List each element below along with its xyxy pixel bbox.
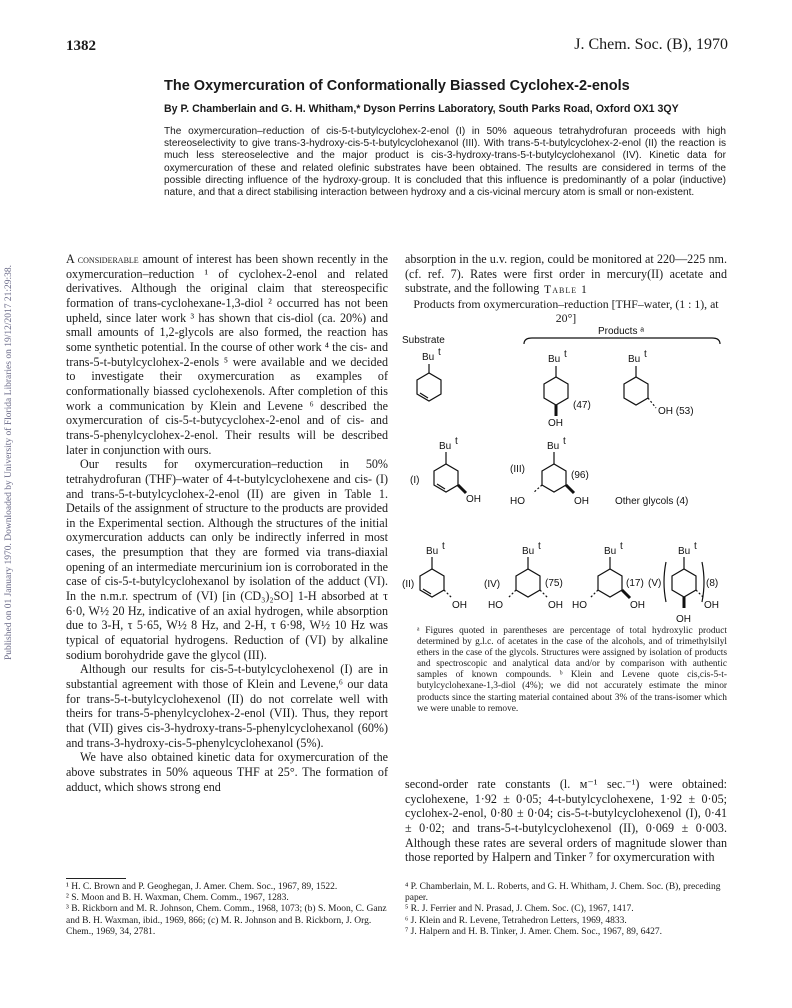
paragraph-kinetics: We have also obtained kinetic data for oxymercuration of the above substrates in 50% aqueous THF at 25°. The formation of adduct, which shows strong end [66, 750, 388, 794]
other-glycols: Other glycols (4) [615, 496, 689, 507]
references-right [405, 882, 727, 938]
ring-product-1a [544, 377, 568, 405]
products-header: Products ᵃ [598, 326, 644, 337]
label-III: (III) [510, 464, 525, 475]
table-caption [405, 282, 727, 326]
oh-label: OH [676, 614, 691, 625]
paragraph-intro [66, 252, 388, 457]
bu-superscript: t [563, 436, 566, 447]
reference: ⁵ R. J. Ferrier and N. Prasad, J. Chem. Soc. (C), 1967, 1417. [405, 904, 634, 915]
oh-label: OH [574, 496, 589, 507]
paragraph-uv: absorption in the u.v. region, could be monitored at 220—225 nm. (cf. ref. 7). Rates were first order in mercury(II) acetate and substrate, and the following [405, 252, 727, 296]
table-label: Table 1 [544, 282, 588, 296]
bu-superscript: t [564, 349, 567, 360]
reference: ¹ H. C. Brown and P. Geoghegan, J. Amer. Chem. Soc., 1967, 89, 1522. [66, 882, 338, 892]
paragraph-intro-text: amount of interest has been shown recently in the oxymercuration–reduction ¹ of cyclohex-2-enol and related derivatives. Although the original claim that stereospecific formation of trans-cyclohexane-1,3-diol ² occurred has not been upheld, since later work ³ has shown that cis-diol (ca. 20%) and small amounts of 1,2-glycols are also formed, the reaction has some synthetic potential. In the course of other work ⁴ the cis- and trans-5-t-butylcyclohex-2-enols ⁵ were available and we decided to investigate their oxymercuration as examples of conformationally biassed cyclohexenols. After completion of this work a communication by Klein and Levene ⁶ described the oxymercuration of cis-5-t-butycyclohex-2-enol and of cis- and trans-5-phenylcyclohex-2-enol. Their results will be described later in conjunction with ours. [66, 252, 388, 457]
reference: ⁴ P. Chamberlain, M. L. Roberts, and G. H. Whitham, J. Chem. Soc. (B), preceding paper. [405, 882, 721, 904]
ho-label: HO [510, 496, 525, 507]
references-left [66, 882, 388, 938]
ring-product-3b [598, 569, 622, 597]
bu-superscript: t [455, 436, 458, 447]
bu-superscript: t [538, 541, 541, 552]
products-bracket [524, 338, 720, 344]
oh-label: OH [630, 600, 645, 611]
download-watermark: Published on 01 January 1970. Downloaded by University of Florida Libraries on 19/12/2017 21:29:38. [4, 265, 14, 660]
ho-label: HO [488, 600, 503, 611]
table-footnote: ᵃ Figures quoted in parentheses are percentage of total hydroxylic product determined by g.l.c. of acetates in the case of the alcohols, and of trimethylsilyl ethers in the case of the glycols. Structures were assigned by isolation of products and spectroscopic and analytical data and/or by comparison with authentic samples of known compounds. ᵇ Klein and Levene quote cis,cis-5-t-butylcyclohexane-1,3-diol (4%); we did not accurately estimate the minor products since the starting material contained about 3% of the trans-isomer which we were unable to remove. [417, 626, 727, 714]
abstract: The oxymercuration–reduction of cis-5-t-butylcyclohex-2-enol (I) in 50% aqueous tetrahydrofuran proceeds with high stereoselectivity to give trans-3-hydroxy-cis-5-t-butylcyclohexanol (III). With trans-5-t-butylcyclohex-2-enol (II) the reaction is much less stereoselective and the major product is cis-3-hydroxy-trans-5-t-butylcyclohexanol (IV). Kinetic data for oxymercuration of these and related olefinic substrates have been obtained. The results are considered in terms of the possible directing influence of the hydroxy-group. It is concluded that this influence is predominantly of a polar (inductive) nature, and that a direct stabilising interaction between hydroxy and a cis-vicinal mercury atom is small or non-existent. [164, 126, 726, 199]
left-column [66, 252, 388, 794]
ring-product-IV [516, 569, 540, 597]
oh-label: OH [452, 600, 467, 611]
oh-label: OH [548, 600, 563, 611]
ho-label: HO [572, 600, 587, 611]
bu-label: Bu [547, 441, 560, 452]
ring-substrate-I [434, 464, 458, 492]
bu-label: Bu [628, 354, 641, 365]
footnote-rule [66, 878, 126, 879]
substrate-header: Substrate [402, 335, 445, 346]
lead-in: A considerable [66, 252, 139, 266]
label-V: (V) [648, 578, 662, 589]
oh-yield-53: OH (53) [658, 406, 694, 417]
product-scheme [402, 326, 732, 626]
label-IV: (IV) [484, 579, 501, 590]
reference: ⁷ J. Halpern and H. B. Tinker, J. Amer. Chem. Soc., 1967, 89, 6427. [405, 926, 663, 937]
bu-superscript: t [438, 347, 441, 358]
bu-superscript: t [620, 541, 623, 552]
table-title: Products from oxymercuration–reduction [THF–water, (1 : 1), at 20°] [413, 296, 719, 325]
ring-product-V [672, 569, 696, 597]
yield-17: (17) [626, 578, 644, 589]
ring-product-III [542, 464, 566, 492]
reference: ³ B. Rickborn and M. R. Johnson, Chem. Comm., 1968, 1073; (b) S. Moon, C. Ganz and B. H. Waxman, ibid., 1969, 866; (c) M. R. Johnson and B. Rickborn, J. Org. Chem., 1969, 34, 2781. [66, 904, 387, 937]
bu-label: Bu [439, 441, 452, 452]
bu-label: Bu [604, 546, 617, 557]
ring-substrate-II [420, 569, 444, 597]
paragraph-comparison: Although our results for cis-5-t-butylcyclohexenol (I) are in substantial agreement with those of Klein and Levene,⁶ our data for trans-5-t-butylcyclohexenol (II) do not correlate well with theirs for trans-5-phenylcyclohex-2-enol (VII). Thus, they report that (VII) gives cis-3-hydroxy-trans-5-phenylcyclohexanol (60%) and trans-3-hydroxy-cis-5-phenylcyclohexanol (5%). [66, 662, 388, 750]
page-number: 1382 [66, 38, 96, 54]
yield-47: (47) [573, 400, 591, 411]
bu-label: Bu [522, 546, 535, 557]
label-II: (II) [402, 579, 415, 590]
bracket-V-left [664, 562, 666, 602]
ring-substrate-1 [417, 373, 441, 401]
bu-label: Bu [678, 546, 691, 557]
paragraph-results: Our results for oxymercuration–reduction in 50% tetrahydrofuran (THF)–water of 4-t-butylcyclohexene and cis- (I) and trans-5-t-butylcyclohex-2-enol (II) are given in Table 1. Details of the assignment of structure to the products are provided in the Experimental section. Although the structures of the initial oxymercuration adducts can only be indirectly inferred in most cases, the presumption that they are formed via trans-diaxial opening of an intermediate mercurinium ion is corroborated in the case of cis-5-t-butylcyclohexanol by isolation of the adduct (VI). In the n.m.r. spectrum of (VI) [in (CD₃)₂SO] 1-H absorbed at τ 6·0, W½ 20 Hz, indicative of an axial hydrogen, while absorption due to 3-H, τ 5·65, W½ 8 Hz, and 2-H, τ 6·98, W½ 10 Hz was typical of equatorial hydrogens. Reduction of (VI) by alkaline sodium borohydride gave the glycol (III). [66, 457, 388, 662]
oh-label: OH [466, 494, 481, 505]
oh-label: OH [548, 418, 563, 429]
bu-superscript: t [694, 541, 697, 552]
yield-8: (8) [706, 578, 719, 589]
reference: ² S. Moon and B. H. Waxman, Chem. Comm., 1967, 1283. [66, 893, 289, 904]
ring-product-1b [624, 377, 648, 405]
label-I: (I) [410, 475, 420, 486]
bu-superscript: t [442, 541, 445, 552]
bu-label: Bu [426, 546, 439, 557]
bu-label: Bu [548, 354, 561, 365]
author-line: By P. Chamberlain and G. H. Whitham,* Dyson Perrins Laboratory, South Parks Road, Oxford OX1 3QY [164, 103, 679, 115]
article-title: The Oxymercuration of Conformationally Biassed Cyclohex-2-enols [164, 78, 630, 94]
journal-header: J. Chem. Soc. (B), 1970 [574, 36, 728, 53]
oh-label: OH [704, 600, 719, 611]
reference: ⁶ J. Klein and R. Levene, Tetrahedron Letters, 1969, 4833. [405, 915, 627, 926]
bu-label: Bu [422, 352, 435, 363]
right-column-bottom [405, 777, 727, 865]
bu-superscript: t [644, 349, 647, 360]
yield-96: (96) [571, 470, 589, 481]
yield-75: (75) [545, 578, 563, 589]
paragraph-rates: second-order rate constants (l. ᴍ⁻¹ sec.⁻¹) were obtained: cyclohexene, 1·92 ± 0·05; 4-t-butylcyclohexene, 1·92 ± 0·05; cyclohex-2-enol, 0·80 ± 0·04; cis-5-t-butylcyclohexenol (I), 0·41 ± 0·02; and trans-5-t-butylcyclohexenol (II), 0·069 ± 0·003. Although these rates are several orders of magnitude slower than those reported by Halpern and Tinker ⁷ for oxymercuration with [405, 777, 727, 865]
